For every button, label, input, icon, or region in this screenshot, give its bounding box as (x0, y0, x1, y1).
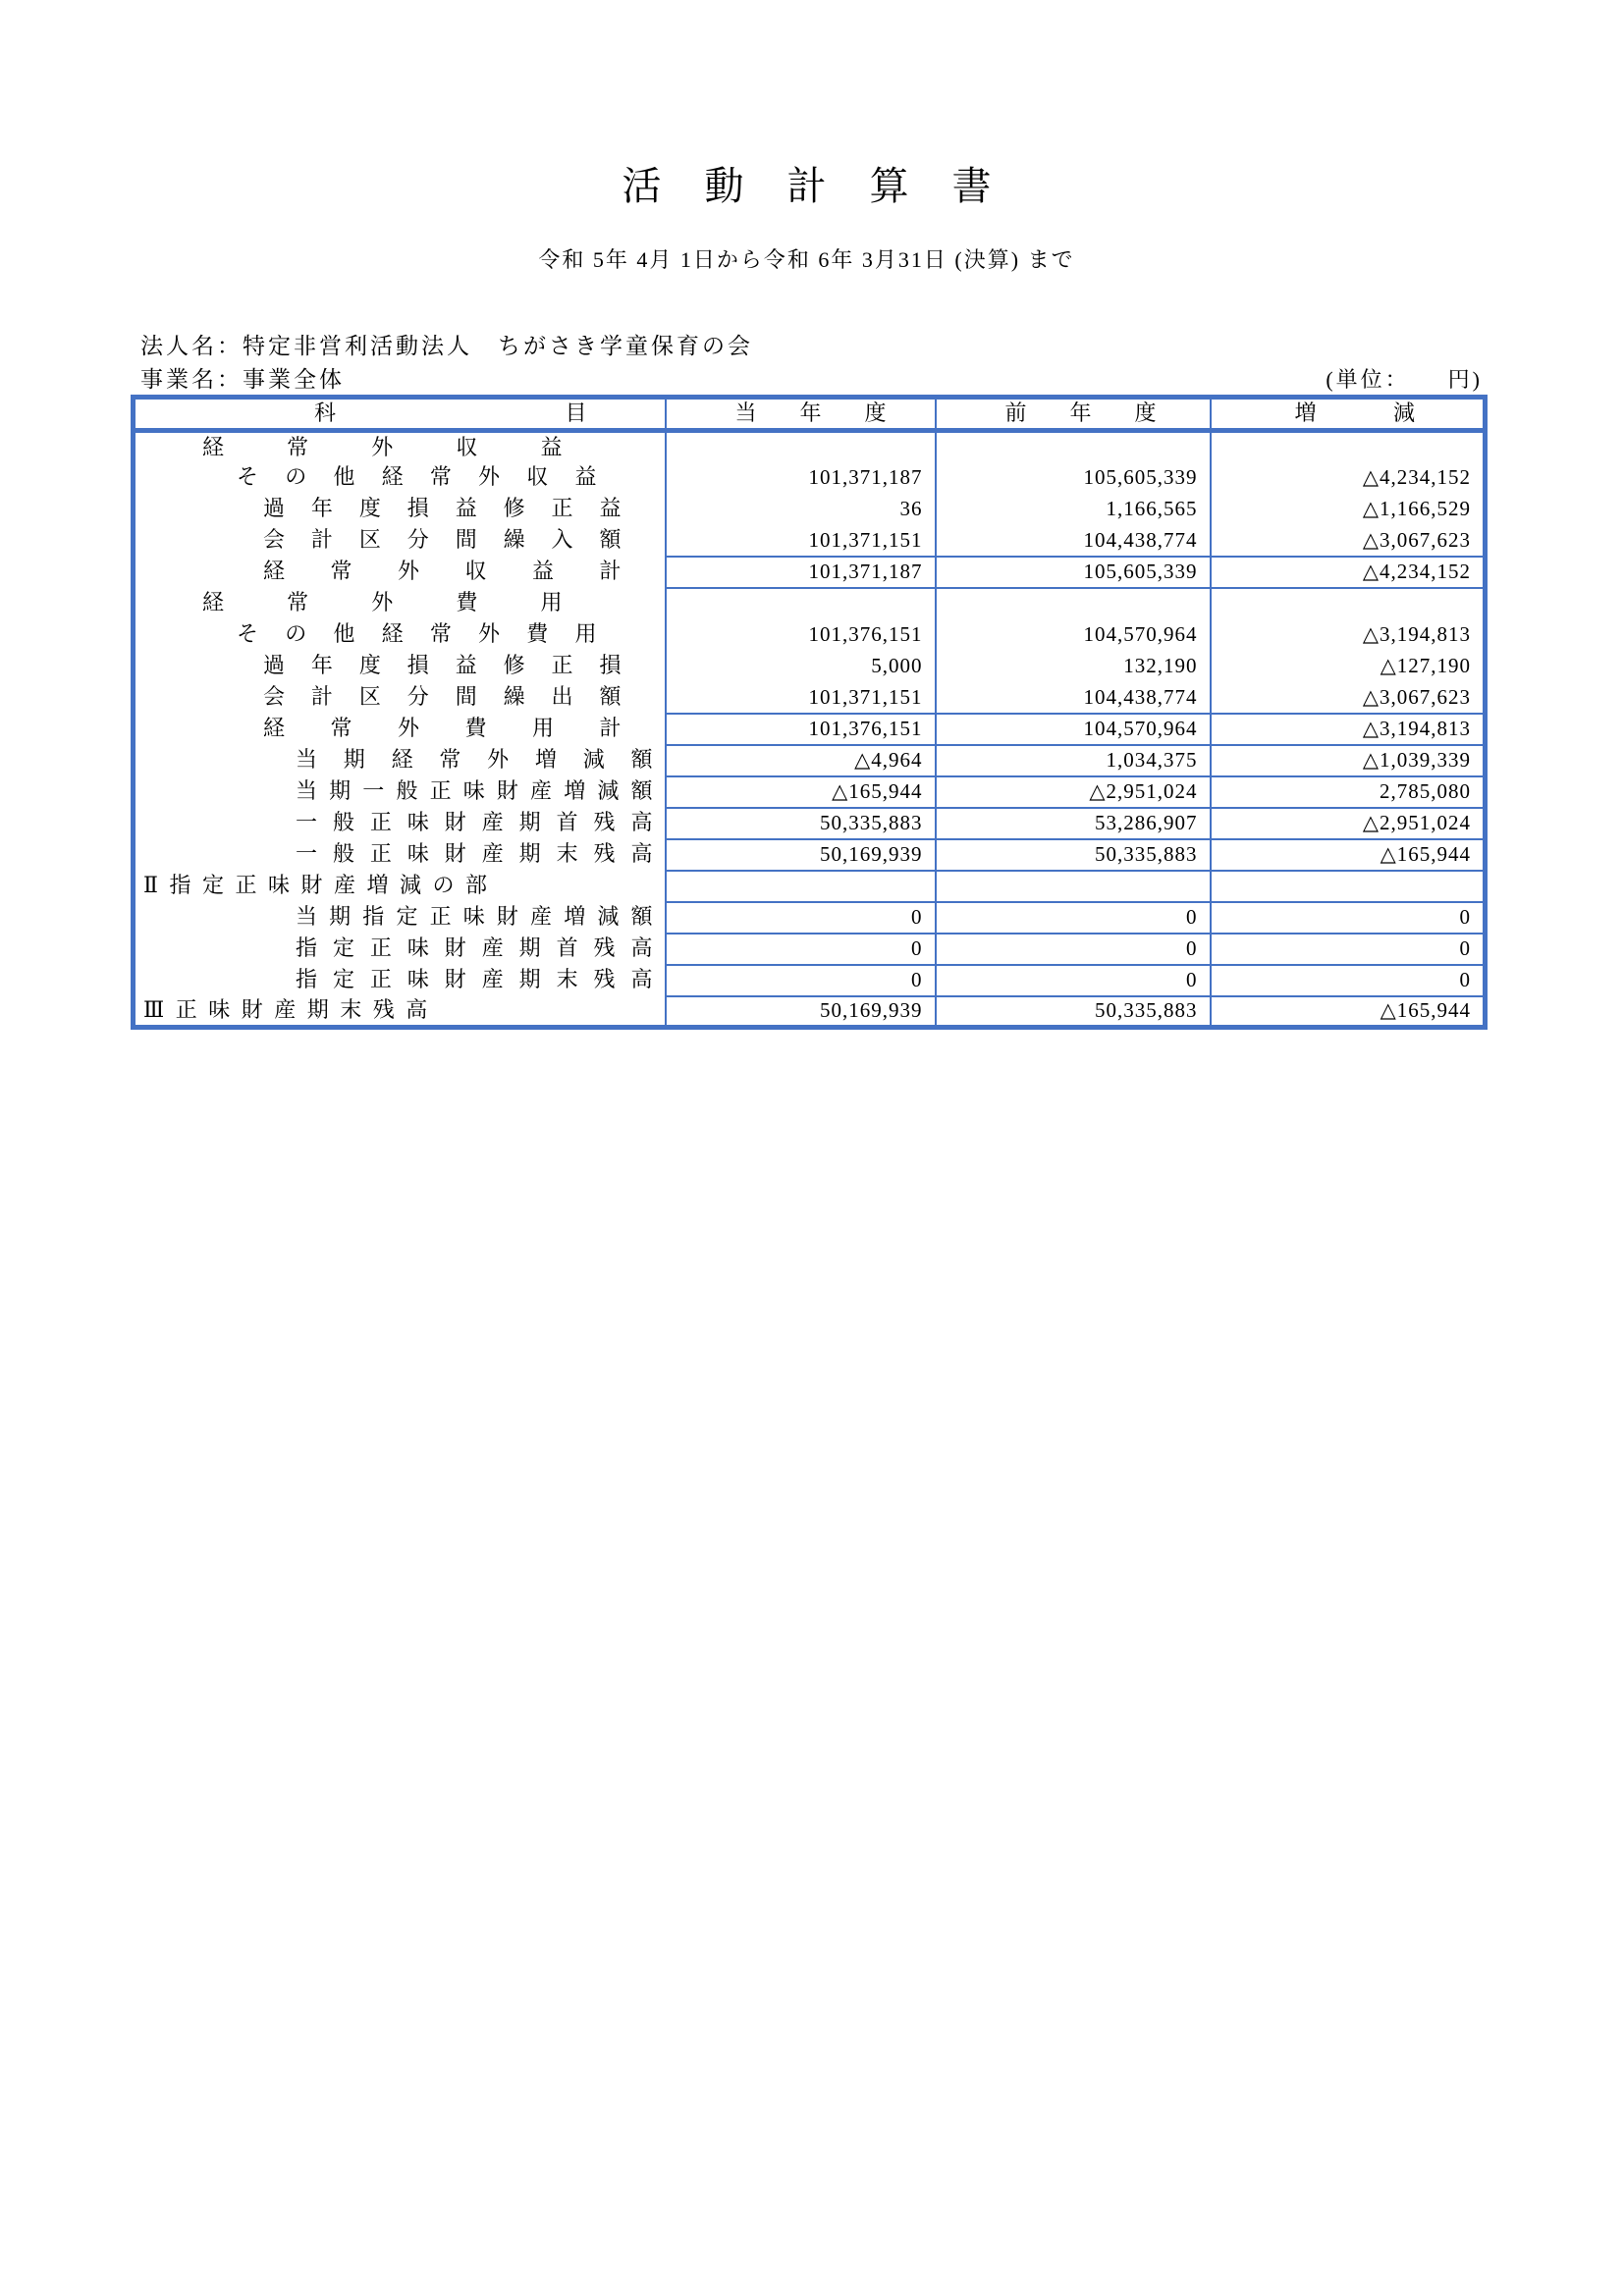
document-header (131, 0, 1483, 271)
account-label: 経 常 外 収 益 (202, 434, 563, 459)
account-label-cell (134, 839, 666, 871)
account-label-cell (134, 651, 666, 682)
amount-prior-year (936, 871, 1211, 902)
table-row (134, 525, 1486, 557)
account-label-cell (134, 619, 666, 651)
amount-prior-year: 50,335,883 (936, 839, 1211, 871)
table-row (134, 965, 1486, 996)
account-label-cell (134, 588, 666, 619)
amount-prior-year: 105,605,339 (936, 557, 1211, 588)
amount-current-year: 101,371,187 (666, 557, 936, 588)
amount-current-year: 0 (666, 965, 936, 996)
account-label-cell (134, 525, 666, 557)
amount-prior-year: 104,438,774 (936, 682, 1211, 714)
amount-prior-year: 1,166,565 (936, 494, 1211, 525)
unit-label: (単位： 円) (1326, 367, 1483, 392)
account-label-cell (134, 871, 666, 902)
account-label-cell (134, 776, 666, 808)
amount-change: △165,944 (1211, 996, 1486, 1028)
amount-change: 0 (1211, 934, 1486, 965)
amount-change: 0 (1211, 965, 1486, 996)
rows-body (134, 431, 1486, 1028)
account-label-cell (134, 934, 666, 965)
amount-prior-year (936, 431, 1211, 462)
reporting-period: 令和 5年 4月 1日から令和 6年 3月31日 (決算) まで (538, 247, 1075, 272)
column-header-current-year-label: 当 年 度 (734, 400, 887, 426)
amount-change (1211, 431, 1486, 462)
business-name: 事業名：事業全体 (140, 367, 345, 392)
account-label: 会 計 区 分 間 繰 出 額 (263, 684, 622, 710)
account-label: 当 期 一 般 正 味 財 産 増 減 額 (296, 778, 653, 804)
table-row (134, 557, 1486, 588)
account-label-cell (134, 745, 666, 776)
column-header-account (134, 398, 666, 431)
amount-change: △127,190 (1211, 651, 1486, 682)
amount-change: △4,234,152 (1211, 557, 1486, 588)
column-header-change-label: 増 減 (1294, 400, 1415, 426)
amount-prior-year: 0 (936, 934, 1211, 965)
table-row (134, 934, 1486, 965)
account-label: 経 常 外 費 用 (202, 590, 563, 615)
amount-change: 2,785,080 (1211, 776, 1486, 808)
account-label-cell (134, 494, 666, 525)
amount-change: △3,194,813 (1211, 619, 1486, 651)
amount-prior-year: 104,438,774 (936, 525, 1211, 557)
amount-current-year: 0 (666, 934, 936, 965)
meta-block (140, 332, 1483, 395)
amount-change: 0 (1211, 902, 1486, 934)
account-label: そ の 他 経 常 外 収 益 (237, 464, 597, 490)
table-row (134, 902, 1486, 934)
amount-current-year: 101,371,187 (666, 462, 936, 494)
table-row (134, 871, 1486, 902)
amount-current-year (666, 431, 936, 462)
table-row (134, 839, 1486, 871)
amount-prior-year: 104,570,964 (936, 619, 1211, 651)
table-row (134, 808, 1486, 839)
amount-change (1211, 588, 1486, 619)
amount-change: △4,234,152 (1211, 462, 1486, 494)
amount-current-year (666, 588, 936, 619)
page-title: 活 動 計 算 書 (622, 164, 992, 208)
table-row (134, 494, 1486, 525)
account-label: 一 般 正 味 財 産 期 末 残 高 (296, 841, 653, 867)
amount-prior-year: 104,570,964 (936, 714, 1211, 745)
table-row (134, 996, 1486, 1028)
amount-current-year: 5,000 (666, 651, 936, 682)
amount-current-year (666, 871, 936, 902)
account-label-cell (134, 808, 666, 839)
account-label-cell (134, 462, 666, 494)
account-label-cell (134, 996, 666, 1028)
amount-prior-year: 1,034,375 (936, 745, 1211, 776)
account-label-cell (134, 557, 666, 588)
header-row (134, 398, 1486, 431)
account-label: 当 期 指 定 正 味 財 産 増 減 額 (296, 904, 653, 930)
account-label-cell (134, 902, 666, 934)
account-label: 当 期 経 常 外 増 減 額 (296, 747, 653, 773)
amount-current-year: △4,964 (666, 745, 936, 776)
table-row (134, 588, 1486, 619)
account-label: 指 定 正 味 財 産 期 首 残 高 (296, 935, 653, 961)
account-label: 過 年 度 損 益 修 正 益 (263, 496, 622, 521)
amount-current-year: 50,169,939 (666, 996, 936, 1028)
account-label: Ⅲ 正 味 財 産 期 末 残 高 (143, 997, 431, 1023)
table-row (134, 776, 1486, 808)
table-row (134, 745, 1486, 776)
amount-current-year: 101,371,151 (666, 682, 936, 714)
amount-current-year: 36 (666, 494, 936, 525)
column-header-prior-year-label: 前 年 度 (1004, 400, 1157, 426)
table-row (134, 431, 1486, 462)
account-label-cell (134, 682, 666, 714)
table-row (134, 462, 1486, 494)
table-row (134, 714, 1486, 745)
amount-current-year: 0 (666, 902, 936, 934)
document-page (0, 0, 1624, 1030)
amount-change: △2,951,024 (1211, 808, 1486, 839)
account-label: 経 常 外 収 益 計 (263, 559, 622, 584)
account-label: 過 年 度 損 益 修 正 損 (263, 653, 622, 678)
account-label: 経 常 外 費 用 計 (263, 716, 622, 741)
amount-prior-year: 0 (936, 965, 1211, 996)
meta-line2 (140, 365, 1483, 395)
amount-current-year: 50,169,939 (666, 839, 936, 871)
account-label-cell (134, 965, 666, 996)
account-label-cell (134, 431, 666, 462)
amount-change (1211, 871, 1486, 902)
amount-prior-year (936, 588, 1211, 619)
table-row (134, 619, 1486, 651)
account-label: 会 計 区 分 間 繰 入 額 (263, 527, 622, 553)
table-row (134, 682, 1486, 714)
amount-current-year: 101,376,151 (666, 714, 936, 745)
amount-change: △3,067,623 (1211, 525, 1486, 557)
account-label: そ の 他 経 常 外 費 用 (237, 621, 597, 647)
column-header-current-year (666, 398, 936, 431)
statement-of-activities-table (131, 395, 1488, 1030)
column-header-change (1211, 398, 1486, 431)
table-row (134, 651, 1486, 682)
amount-prior-year: 105,605,339 (936, 462, 1211, 494)
amount-prior-year: 53,286,907 (936, 808, 1211, 839)
amount-change: △1,039,339 (1211, 745, 1486, 776)
amount-change: △1,166,529 (1211, 494, 1486, 525)
amount-current-year: △165,944 (666, 776, 936, 808)
corporation-name: 法人名：特定非営利活動法人 ちがさき学童保育の会 (140, 334, 753, 358)
amount-prior-year: 0 (936, 902, 1211, 934)
account-label: Ⅱ 指 定 正 味 財 産 増 減 の 部 (143, 873, 490, 898)
column-header-prior-year (936, 398, 1211, 431)
account-label: 指 定 正 味 財 産 期 末 残 高 (296, 967, 653, 992)
amount-current-year: 101,376,151 (666, 619, 936, 651)
account-label: 一 般 正 味 財 産 期 首 残 高 (296, 810, 653, 835)
account-label-cell (134, 714, 666, 745)
amount-current-year: 50,335,883 (666, 808, 936, 839)
amount-change: △3,067,623 (1211, 682, 1486, 714)
amount-current-year: 101,371,151 (666, 525, 936, 557)
amount-change: △165,944 (1211, 839, 1486, 871)
amount-change: △3,194,813 (1211, 714, 1486, 745)
amount-prior-year: 132,190 (936, 651, 1211, 682)
amount-prior-year: △2,951,024 (936, 776, 1211, 808)
amount-prior-year: 50,335,883 (936, 996, 1211, 1028)
column-header-account-label: 科 目 (314, 400, 587, 426)
